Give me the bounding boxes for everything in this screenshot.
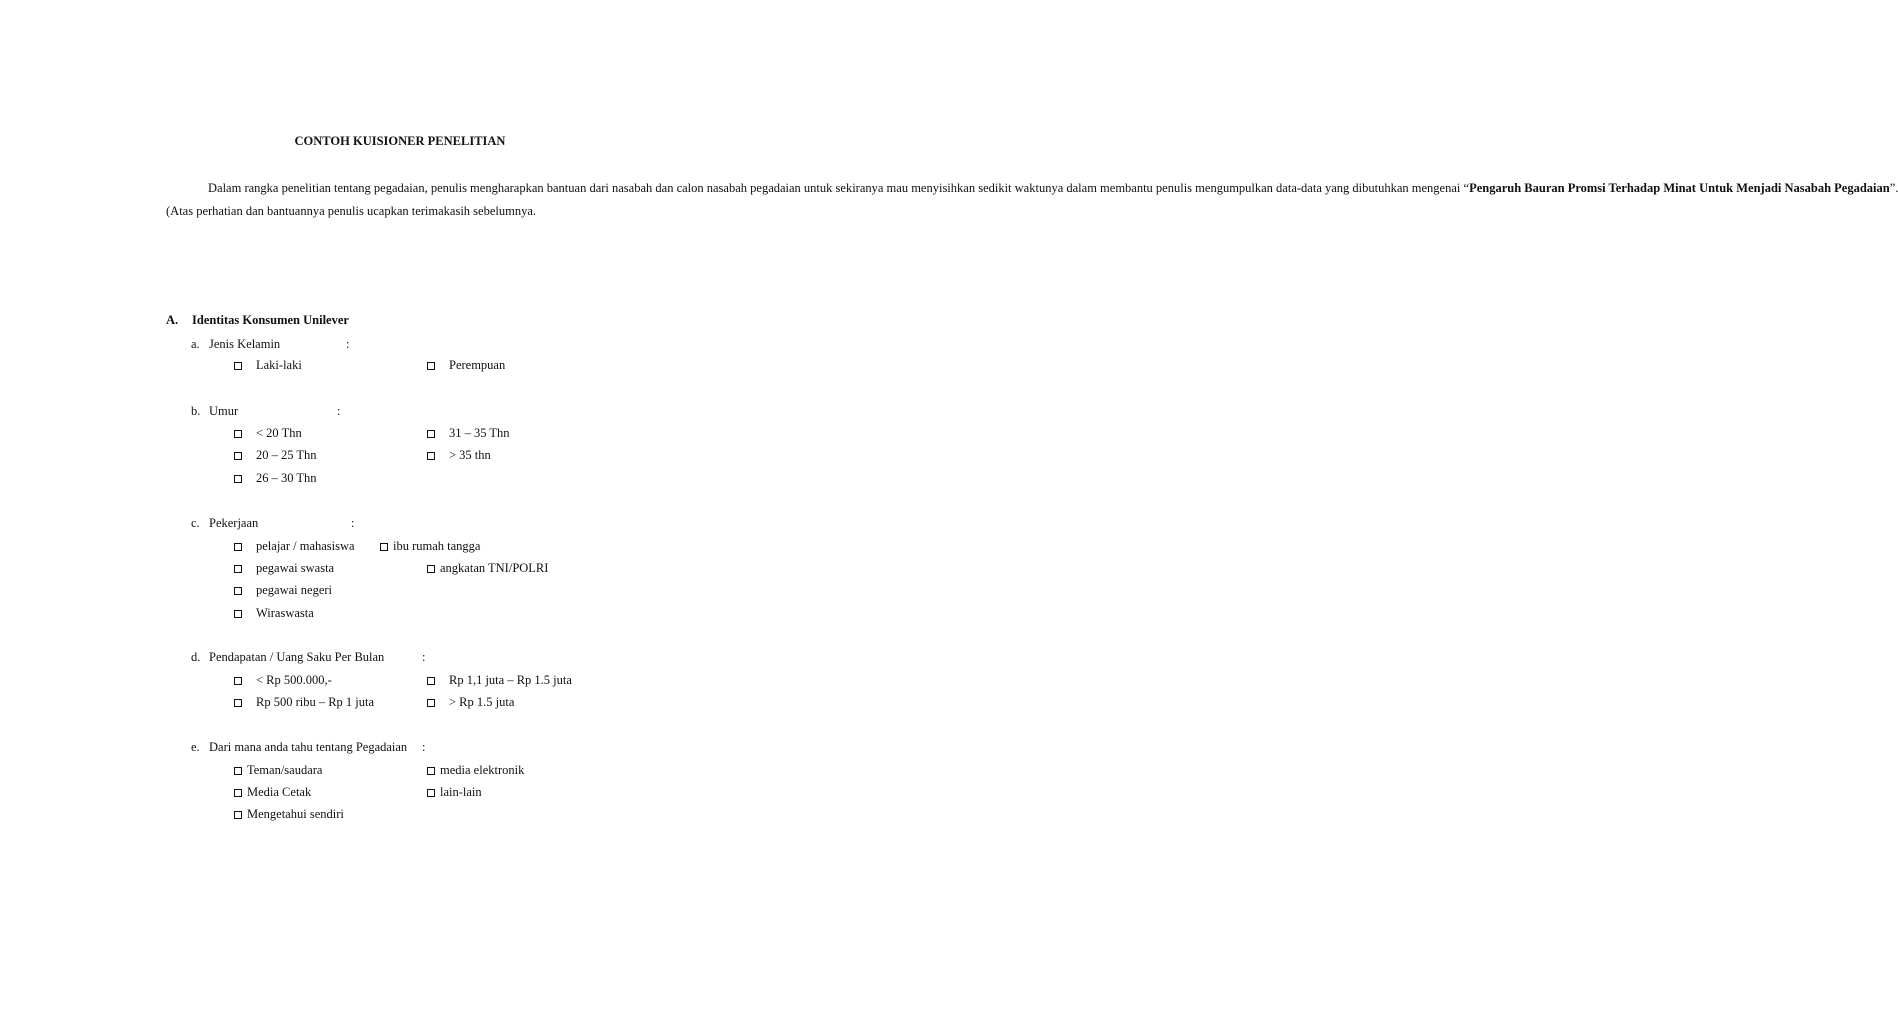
- question-label: Umur: [209, 404, 239, 418]
- option-pelajar[interactable]: [234, 539, 355, 554]
- question-letter: c.: [191, 516, 200, 530]
- option-label: < Rp 500.000,-: [256, 673, 332, 687]
- intro-text: [166, 177, 1898, 222]
- checkbox[interactable]: [234, 430, 242, 438]
- checkbox[interactable]: [234, 811, 242, 819]
- option-1-1-to-1-5-juta[interactable]: [427, 673, 572, 688]
- question-letter: a.: [191, 337, 200, 351]
- question-letter: d.: [191, 650, 201, 664]
- question-letter: e.: [191, 740, 200, 754]
- thanks-paragraph: (Atas perhatian dan bantuannya penulis ucapkan terimakasih sebelumnya.: [166, 203, 537, 218]
- question-label: Pendapatan / Uang Saku Per Bulan: [209, 650, 385, 664]
- option-label: Wiraswasta: [256, 606, 314, 620]
- question-colon: :: [351, 516, 355, 530]
- option-perempuan[interactable]: [427, 358, 505, 373]
- option-label: 20 – 25 Thn: [256, 448, 317, 462]
- option-over-1-5-juta[interactable]: [427, 695, 514, 710]
- option-label: angkatan TNI/POLRI: [440, 561, 549, 575]
- option-label: pegawai negeri: [256, 583, 333, 597]
- checkbox[interactable]: [234, 565, 242, 573]
- checkbox[interactable]: [234, 587, 242, 595]
- checkbox[interactable]: [234, 543, 242, 551]
- question-colon: :: [346, 337, 350, 351]
- option-over-35[interactable]: [427, 448, 491, 463]
- option-31-35[interactable]: [427, 426, 510, 441]
- option-label: Rp 500 ribu – Rp 1 juta: [256, 695, 375, 709]
- question-letter: b.: [191, 404, 201, 418]
- checkbox[interactable]: [234, 475, 242, 483]
- checkbox[interactable]: [234, 699, 242, 707]
- checkbox[interactable]: [427, 565, 435, 573]
- option-mengetahui-sendiri[interactable]: [234, 807, 344, 822]
- option-26-30[interactable]: [234, 471, 317, 486]
- question-d: [191, 650, 384, 665]
- checkbox[interactable]: [234, 767, 242, 775]
- question-colon: :: [422, 650, 426, 664]
- checkbox[interactable]: [234, 789, 242, 797]
- checkbox[interactable]: [380, 543, 388, 551]
- question-a: [191, 337, 280, 352]
- option-teman-saudara[interactable]: [234, 763, 322, 778]
- option-label: Teman/saudara: [247, 763, 323, 777]
- option-label: Laki-laki: [256, 358, 302, 372]
- question-c: [191, 516, 258, 531]
- option-ibu-rumah-tangga[interactable]: [380, 539, 480, 554]
- option-wiraswasta[interactable]: [234, 606, 314, 621]
- option-tni-polri[interactable]: [427, 561, 548, 576]
- option-label: > 35 thn: [449, 448, 491, 462]
- section-letter: A.: [166, 313, 179, 327]
- option-under-500k[interactable]: [234, 673, 332, 688]
- intro-body: Dalam rangka penelitian tentang pegadaian, penulis mengharapkan bantuan dari nasabah dan calon nasabah pegadaian untuk sekiranya mau menyisihkan sedikit waktunya dalam membantu penulis mengumpulkan data-data yang dibutuhkan mengenai: [208, 181, 1461, 195]
- option-under-20[interactable]: [234, 426, 302, 441]
- question-e: [191, 740, 407, 755]
- option-laki-laki[interactable]: [234, 358, 302, 373]
- option-label: pegawai swasta: [256, 561, 335, 575]
- section-title: Identitas Konsumen Unilever: [192, 313, 349, 327]
- question-colon: :: [422, 740, 426, 754]
- checkbox[interactable]: [234, 610, 242, 618]
- question-label: Pekerjaan: [209, 516, 259, 530]
- option-label: 26 – 30 Thn: [256, 471, 317, 485]
- option-20-25[interactable]: [234, 448, 317, 463]
- checkbox[interactable]: [427, 430, 435, 438]
- page-title: CONTOH KUISIONER PENELITIAN: [294, 134, 506, 148]
- option-500rb-to-1-juta[interactable]: [234, 695, 374, 710]
- quote-open: “: [1463, 181, 1470, 195]
- checkbox[interactable]: [234, 452, 242, 460]
- option-label: 31 – 35 Thn: [449, 426, 510, 440]
- research-title: Pengaruh Bauran Promsi Terhadap Minat Untuk Menjadi Nasabah Pegadaian: [1469, 181, 1890, 195]
- option-label: pelajar / mahasiswa: [256, 539, 355, 553]
- option-label: media elektronik: [440, 763, 525, 777]
- option-label: ibu rumah tangga: [393, 539, 481, 553]
- option-pegawai-negeri[interactable]: [234, 583, 332, 598]
- checkbox[interactable]: [427, 452, 435, 460]
- option-media-elektronik[interactable]: [427, 763, 524, 778]
- checkbox[interactable]: [234, 677, 242, 685]
- option-label: lain-lain: [440, 785, 482, 799]
- checkbox[interactable]: [427, 362, 435, 370]
- option-media-cetak[interactable]: [234, 785, 311, 800]
- option-label: Mengetahui sendiri: [247, 807, 344, 821]
- question-b: [191, 404, 238, 419]
- option-label: > Rp 1.5 juta: [449, 695, 515, 709]
- question-label: Jenis Kelamin: [209, 337, 281, 351]
- checkbox[interactable]: [427, 789, 435, 797]
- section-a-heading: [166, 313, 349, 328]
- checkbox[interactable]: [427, 767, 435, 775]
- checkbox[interactable]: [234, 362, 242, 370]
- option-pegawai-swasta[interactable]: [234, 561, 334, 576]
- checkbox[interactable]: [427, 677, 435, 685]
- intro-paragraph: [166, 177, 1898, 200]
- checkbox[interactable]: [427, 699, 435, 707]
- option-label: Rp 1,1 juta – Rp 1.5 juta: [449, 673, 572, 687]
- question-label: Dari mana anda tahu tentang Pegadaian: [209, 740, 408, 754]
- option-lain-lain[interactable]: [427, 785, 482, 800]
- option-label: Media Cetak: [247, 785, 312, 799]
- option-label: Perempuan: [449, 358, 506, 372]
- option-label: < 20 Thn: [256, 426, 302, 440]
- quote-close: ”.: [1889, 181, 1898, 195]
- question-colon: :: [337, 404, 341, 418]
